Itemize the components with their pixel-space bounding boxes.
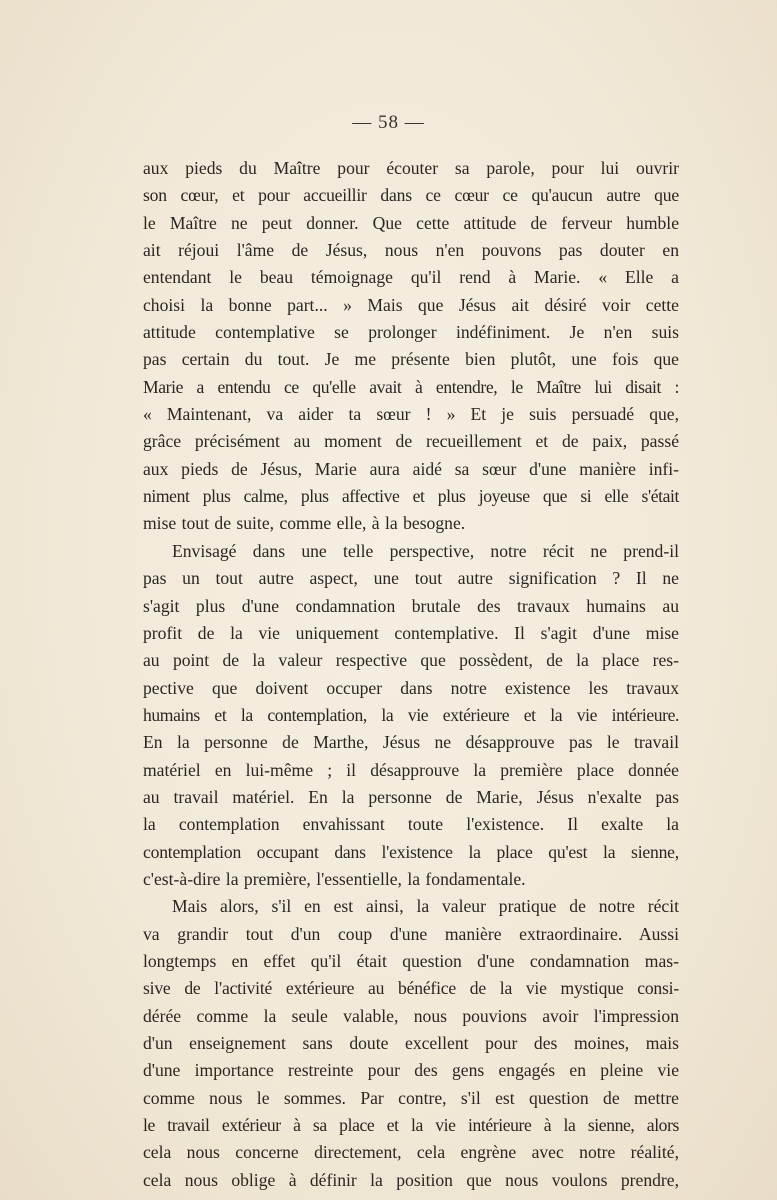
text-line: matériel en lui-même ; il désapprouve la première place donnée (143, 759, 679, 780)
text-line: comme nous le sommes. Par contre, s'il est question de mettre (143, 1087, 679, 1108)
text-line: au travail matériel. En la personne de Marie, Jésus n'exalte pas (143, 786, 679, 807)
text-line: c'est-à-dire la première, l'essentielle, la fondamentale. (143, 868, 526, 889)
text-line: pective que doivent occuper dans notre existence les travaux (143, 677, 679, 698)
paragraph-1 (143, 155, 679, 538)
paragraph-3 (143, 893, 679, 1194)
text-line: s'agit plus d'une condamnation brutale des travaux humains au (143, 595, 679, 616)
text-line: le travail extérieur à sa place et la vie intérieure à la sienne, alors (143, 1115, 679, 1136)
text-line: mise tout de suite, comme elle, à la besogne. (143, 513, 466, 534)
text-line: aux pieds de Jésus, Marie aura aidé sa sœur d'une manière infi- (143, 458, 679, 479)
text-line: cela nous concerne directement, cela engrène avec notre réalité, (143, 1142, 679, 1163)
text-line: d'un enseignement sans doute excellent pour des moines, mais (143, 1033, 679, 1053)
text-line: niment plus calme, plus affective et plus joyeuse que si elle s'était (143, 486, 679, 507)
text-line: Marie a entendu ce qu'elle avait à entendre, le Maître lui disait : (143, 376, 679, 397)
text-line: choisi la bonne part... » Mais que Jésus ait désiré voir cette (143, 294, 679, 315)
text-line: ait réjoui l'âme de Jésus, nous n'en pouvons pas douter en (143, 240, 679, 261)
text-line: son cœur, et pour accueillir dans ce cœur ce qu'aucun autre que (143, 185, 679, 206)
text-line: « Maintenant, va aider ta sœur ! » Et je suis persuadé que, (143, 404, 679, 425)
text-line: va grandir tout d'un coup d'une manière extraordinaire. Aussi (143, 923, 679, 944)
text-line: Mais alors, s'il en est ainsi, la valeur pratique de notre récit (172, 896, 679, 917)
text-line: le Maître ne peut donner. Que cette attitude de ferveur humble (143, 212, 679, 233)
text-line: En la personne de Marthe, Jésus ne désapprouve pas le travail (143, 732, 679, 753)
text-line: sive de l'activité extérieure au bénéfice de la vie mystique consi- (143, 978, 679, 999)
text-line: cela nous oblige à définir la position que nous voulons prendre, (143, 1169, 679, 1190)
text-line: longtemps en effet qu'il était question d'une condamnation mas- (143, 950, 679, 971)
paragraph-2 (143, 538, 679, 893)
body-text (143, 155, 679, 1194)
text-line: dérée comme la seule valable, nous pouvions avoir l'impression (143, 1005, 679, 1026)
text-line: contemplation occupant dans l'existence la place qu'est la sienne, (143, 841, 679, 862)
text-line: attitude contemplative se prolonger indéfiniment. Je n'en suis (143, 322, 679, 343)
page-number: — 58 — (352, 112, 425, 133)
text-line: grâce précisément au moment de recueillement et de paix, passé (143, 431, 679, 452)
text-line: Envisagé dans une telle perspective, notre récit ne prend-il (172, 540, 679, 561)
text-line: au point de la valeur respective que possèdent, de la place res- (143, 650, 679, 671)
text-line: humains et la contemplation, la vie extérieure et la vie intérieure. (143, 704, 679, 725)
text-line: pas un tout autre aspect, une tout autre signification ? Il ne (143, 568, 679, 589)
text-line: pas certain du tout. Je me présente bien plutôt, une fois que (143, 349, 679, 370)
text-line: profit de la vie uniquement contemplative. Il s'agit d'une mise (143, 622, 679, 643)
text-line: la contemplation envahissant toute l'existence. Il exalte la (143, 814, 679, 835)
text-line: d'une importance restreinte pour des gens engagés en pleine vie (143, 1060, 679, 1081)
text-line: entendant le beau témoignage qu'il rend à Marie. « Elle a (143, 267, 679, 288)
text-line: aux pieds du Maître pour écouter sa parole, pour lui ouvrir (143, 158, 679, 178)
